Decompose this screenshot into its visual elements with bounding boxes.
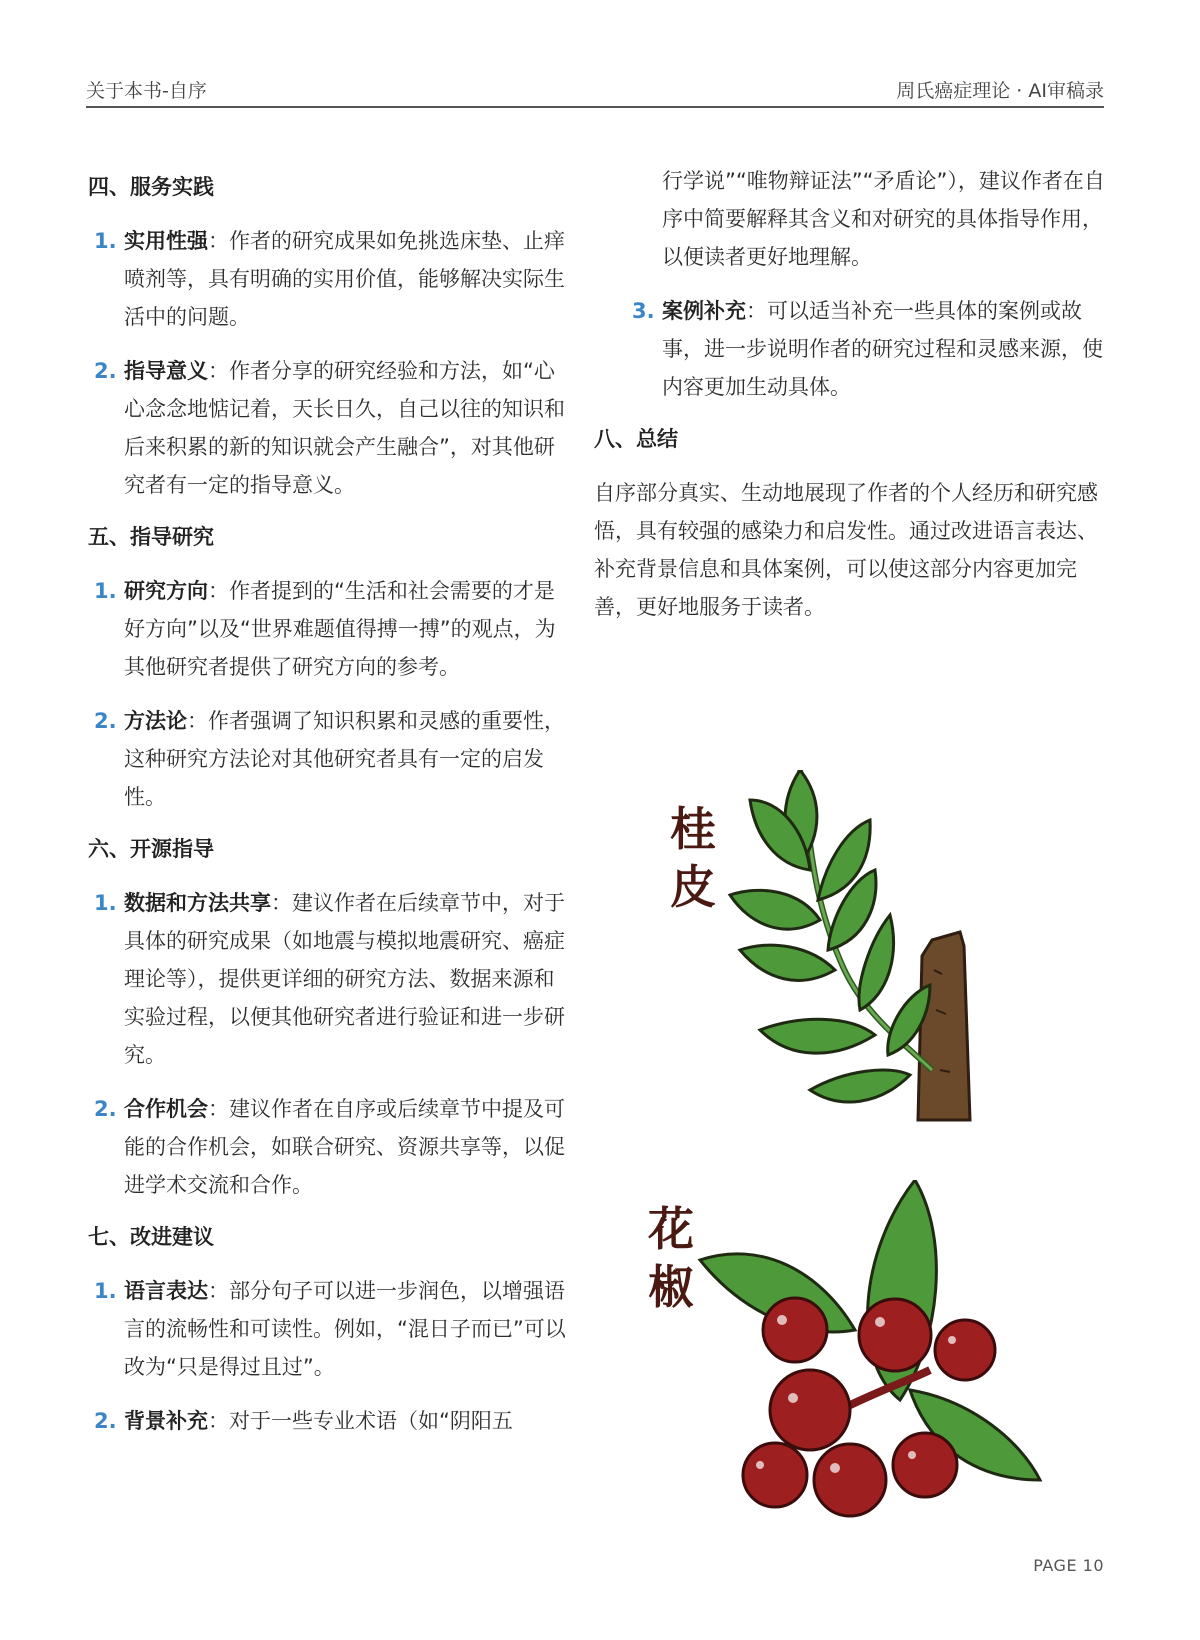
sichuan-pepper-label bbox=[648, 1200, 694, 1316]
section-list bbox=[88, 884, 568, 1204]
list-item bbox=[88, 352, 568, 504]
item-text: ：对于一些专业术语（如“阴阳五 bbox=[208, 1409, 513, 1433]
list-item bbox=[88, 572, 568, 686]
section-list bbox=[88, 1272, 568, 1440]
page-header bbox=[86, 72, 1104, 108]
item-text: ：作者强调了知识积累和灵感的重要性，这种研究方法论对其他研究者具有一定的启发性。 bbox=[124, 709, 565, 809]
section-title-improvements: 七、改进建议 bbox=[88, 1225, 214, 1249]
list-item bbox=[88, 1402, 568, 1440]
sichuan-pepper-illustration bbox=[648, 1180, 1060, 1520]
item-term: 方法论 bbox=[124, 709, 187, 733]
item-text: ：建议作者在后续章节中，对于具体的研究成果（如地震与模拟地震研究、癌症理论等），提供更详细的研究方法、数据来源和实验过程，以便其他研究者进行验证和进一步研究。 bbox=[124, 891, 565, 1067]
section-list bbox=[626, 292, 1106, 406]
item-number: 2. bbox=[94, 1409, 117, 1433]
list-item bbox=[626, 292, 1106, 406]
item-term: 数据和方法共享 bbox=[124, 891, 271, 915]
item-number: 1. bbox=[94, 1279, 117, 1303]
item-term: 实用性强 bbox=[124, 229, 208, 253]
section-title-open-source: 六、开源指导 bbox=[88, 837, 214, 861]
item-term: 合作机会 bbox=[124, 1097, 208, 1121]
section-title-guide-research: 五、指导研究 bbox=[88, 525, 214, 549]
list-item bbox=[88, 884, 568, 1074]
item-text: ：可以适当补充一些具体的案例或故事，进一步说明作者的研究过程和灵感来源，使内容更加生动具体。 bbox=[662, 299, 1103, 399]
chapter-title: 关于本书-自序 bbox=[86, 80, 207, 102]
section-list bbox=[88, 572, 568, 816]
item-number: 2. bbox=[94, 1097, 117, 1121]
section-list bbox=[88, 222, 568, 504]
item-text: ：作者提到的“生活和社会需要的才是好方向”以及“世界难题值得搏一搏”的观点，为其他研究者提供了研究方向的参考。 bbox=[124, 579, 556, 679]
item-term: 研究方向 bbox=[124, 579, 208, 603]
item-text: ：建议作者在自序或后续章节中提及可能的合作机会，如联合研究、资源共享等，以促进学术交流和合作。 bbox=[124, 1097, 565, 1197]
item-term: 背景补充 bbox=[124, 1409, 208, 1433]
item-number: 2. bbox=[94, 359, 117, 383]
page-number: PAGE 10 bbox=[1033, 1556, 1104, 1575]
sichuan-pepper-berries-icon bbox=[660, 1180, 1060, 1520]
item-text: ：作者分享的研究经验和方法，如“心心念念地惦记着，天长日久，自己以往的知识和后来积累的新的知识就会产生融合”，对其他研究者有一定的指导意义。 bbox=[124, 359, 565, 497]
item-number: 3. bbox=[632, 299, 655, 323]
book-title: 周氏癌症理论 · AI审稿录 bbox=[896, 80, 1104, 102]
list-item bbox=[88, 1272, 568, 1386]
left-column bbox=[88, 170, 568, 1456]
item-number: 2. bbox=[94, 709, 117, 733]
item-continuation: 行学说”“唯物辩证法”“矛盾论”），建议作者在自序中简要解释其含义和对研究的具体指导作用，以便读者更好地理解。 bbox=[662, 169, 1105, 269]
label-char: 桂 bbox=[670, 802, 716, 856]
item-term: 指导意义 bbox=[124, 359, 208, 383]
item-text: ：作者的研究成果如免挑选床垫、止痒喷剂等，具有明确的实用价值，能够解决实际生活中的问题。 bbox=[124, 229, 565, 329]
item-number: 1. bbox=[94, 891, 117, 915]
label-char: 花 bbox=[648, 1202, 694, 1256]
section-title-summary: 八、总结 bbox=[594, 427, 678, 451]
list-item bbox=[88, 702, 568, 816]
item-number: 1. bbox=[94, 229, 117, 253]
item-term: 案例补充 bbox=[662, 299, 746, 323]
item-text: ：部分句子可以进一步润色，以增强语言的流畅性和可读性。例如，“混日子而已”可以改为“只是得过且过”。 bbox=[124, 1279, 566, 1379]
list-item bbox=[88, 222, 568, 336]
label-char: 椒 bbox=[648, 1260, 694, 1314]
summary-paragraph: 自序部分真实、生动地展现了作者的个人经历和研究感悟，具有较强的感染力和启发性。通过改进语言表达、补充背景信息和具体案例，可以使这部分内容更加完善，更好地服务于读者。 bbox=[594, 481, 1098, 619]
section-title-service-practice: 四、服务实践 bbox=[88, 175, 214, 199]
item-term: 语言表达 bbox=[124, 1279, 208, 1303]
cinnamon-label bbox=[670, 800, 716, 916]
label-char: 皮 bbox=[670, 860, 716, 914]
right-column bbox=[594, 162, 1106, 626]
item-number: 1. bbox=[94, 579, 117, 603]
list-item bbox=[88, 1090, 568, 1204]
cinnamon-illustration bbox=[660, 770, 1020, 1130]
